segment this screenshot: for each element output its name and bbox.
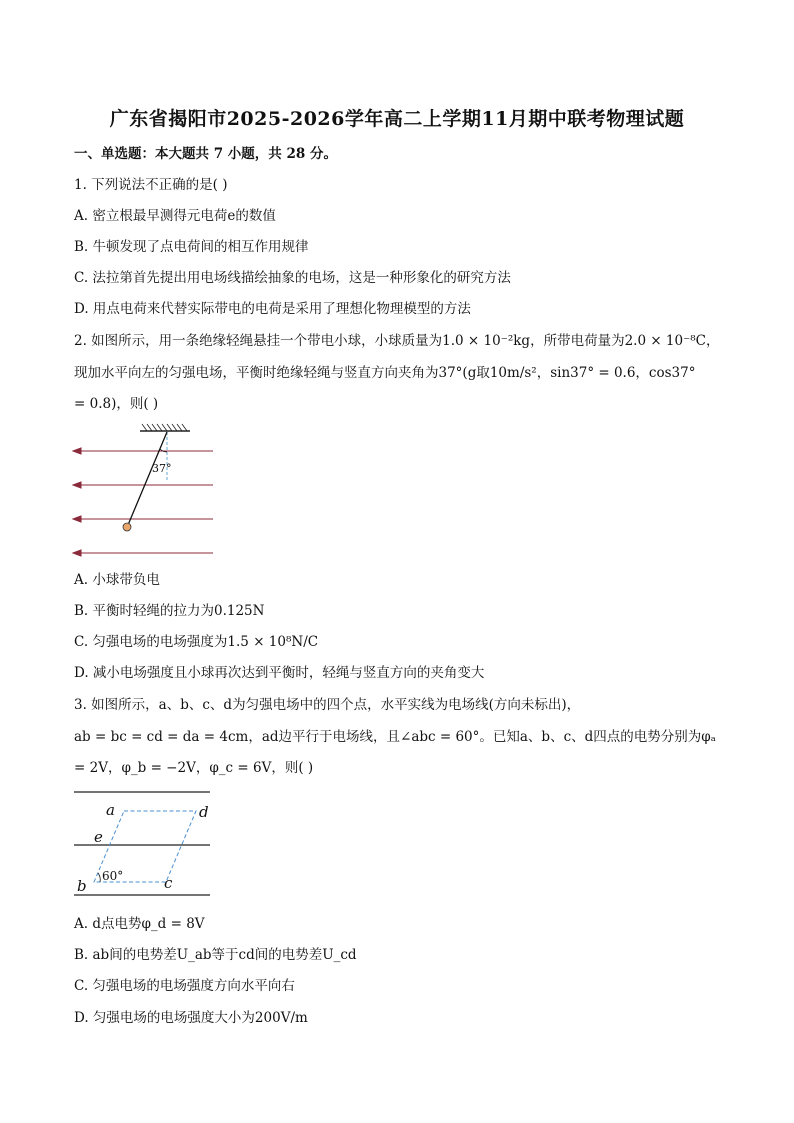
point-label-d: d [199,803,209,821]
charged-ball [123,523,131,531]
electric-field-lines [73,448,213,556]
q3-option-c: C. 匀强电场的电场强度方向水平向右 [74,978,295,994]
q3-parallelogram-figure [70,785,215,905]
section-heading: 一、单选题：本大题共 7 小题，共 28 分。 [74,146,337,162]
q2-stem-line1: 2. 如图所示，用一条绝缘轻绳悬挂一个带电小球，小球质量为1.0 × 10⁻²kg，所带电荷量为2.0 × 10⁻⁸C， [74,333,720,349]
point-label-e: e [94,828,103,846]
q1-option-c: C. 法拉第首先提出用电场线描绘抽象的电场，这是一种形象化的研究方法 [74,270,511,286]
q1-stem: 1. 下列说法不正确的是( ) [74,177,228,193]
q2-pendulum-figure [68,420,218,562]
q1-option-a: A. 密立根最早测得元电荷e的数值 [74,208,276,224]
q3-option-a: A. d点电势φ_d = 8V [74,916,205,932]
angle-arc [98,873,100,882]
angle-label: 37° [152,462,172,475]
q1-option-d: D. 用点电荷来代替实际带电的电荷是采用了理想化物理模型的方法 [74,301,471,317]
angle-label: 60° [102,869,124,883]
ceiling-hatch [140,424,190,431]
q3-option-b: B. ab间的电势差U_ab等于cd间的电势差U_cd [74,947,357,963]
point-label-c: c [164,874,173,892]
point-label-b: b [77,877,87,895]
q3-option-d: D. 匀强电场的电场强度大小为200V/m [74,1010,308,1026]
q3-stem-line2: ab = bc = cd = da = 4cm，ad边平行于电场线，且∠abc = 60°。已知a、b、c、d四点的电势分别为φₐ [74,729,716,745]
q2-option-a: A. 小球带负电 [74,572,160,588]
q2-stem-line2: 现加水平向左的匀强电场，平衡时绝缘轻绳与竖直方向夹角为37°(g取10m/s²，sin37° = 0.6，cos37° [74,365,696,381]
page-title: 广东省揭阳市2025-2026学年高二上学期11月期中联考物理试题 [109,108,685,130]
q2-option-d: D. 减小电场强度且小球再次达到平衡时，轻绳与竖直方向的夹角变大 [74,665,485,681]
q2-option-b: B. 平衡时轻绳的拉力为0.125N [74,603,265,619]
q1-option-b: B. 牛顿发现了点电荷间的相互作用规律 [74,239,309,255]
q2-stem-line3: = 0.8)，则( ) [74,396,159,412]
q2-option-c: C. 匀强电场的电场强度为1.5 × 10⁸N/C [74,634,319,650]
point-label-a: a [106,801,115,819]
q3-stem-line1: 3. 如图所示，a、b、c、d为匀强电场中的四个点，水平实线为电场线(方向未标出)， [74,697,581,713]
q3-stem-line3: = 2V，φ_b = −2V，φ_c = 6V，则( ) [74,760,314,776]
insulating-string [128,432,167,525]
